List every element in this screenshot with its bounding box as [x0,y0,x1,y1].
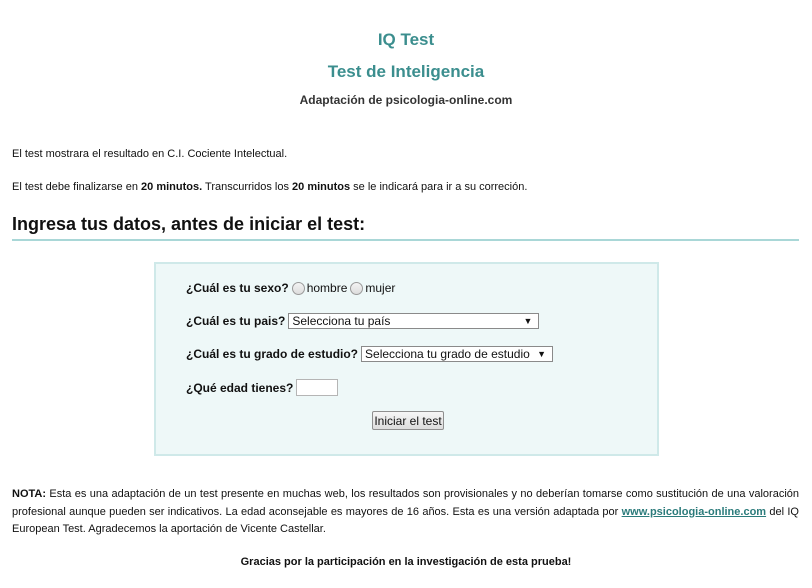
country-select[interactable] [288,313,539,329]
dropdown-arrow-icon: ▼ [523,316,533,326]
page-subtitle: Test de Inteligencia [327,62,485,81]
intro-time-text: El test debe finalizarse en 20 minutos. Transcurridos los 20 minutos se le indicará para ir a su correción. [12,181,528,193]
sex-row [186,281,398,295]
radio-male-label[interactable]: hombre [306,281,348,295]
grade-select[interactable] [361,346,553,362]
age-label: ¿Qué edad tienes? [186,380,294,395]
age-input[interactable] [296,379,338,396]
grade-row [186,346,553,362]
thanks-text: Gracias por la participación en la investigación de esta prueba! [240,556,572,568]
sex-label: ¿Cuál es tu sexo? [186,281,289,295]
psicologia-online-link[interactable]: www.psicologia-online.com [621,505,767,518]
country-row [186,313,539,329]
radio-female[interactable] [350,282,363,295]
country-select-value: Selecciona tu país [292,314,391,328]
radio-male[interactable] [292,282,305,295]
note-paragraph: NOTA: Esta es una adaptación de un test presente en muchas web, los resultados son provisionales y no deberían tomarse como sustitución de una valoración profesional aunque pueden ser indicativos. La edad aconsejable es mayores de 16 años. Esta es una versión adaptada por www.psicologia-online.com del IQ European Test. Agradecemos la aportación de Vicente Castellar. [12,488,799,535]
grade-label: ¿Cuál es tu grado de estudio? [186,347,359,361]
dropdown-arrow-icon: ▼ [537,349,547,359]
intro-result-text: El test mostrara el resultado en C.I. Cociente Intelectual. [12,148,288,160]
note-label: NOTA: [12,488,47,500]
grade-select-value: Selecciona tu grado de estudio [365,347,530,361]
start-test-button[interactable]: Iniciar el test [372,411,444,430]
section-heading: Ingresa tus datos, antes de iniciar el test: [12,214,799,241]
country-label: ¿Cuál es tu pais? [186,314,286,328]
user-data-form [154,262,659,456]
adaptation-credit: Adaptación de psicologia-online.com [299,93,513,107]
radio-female-label[interactable]: mujer [365,281,396,295]
page-title: IQ Test [377,30,435,49]
age-row [186,379,338,396]
